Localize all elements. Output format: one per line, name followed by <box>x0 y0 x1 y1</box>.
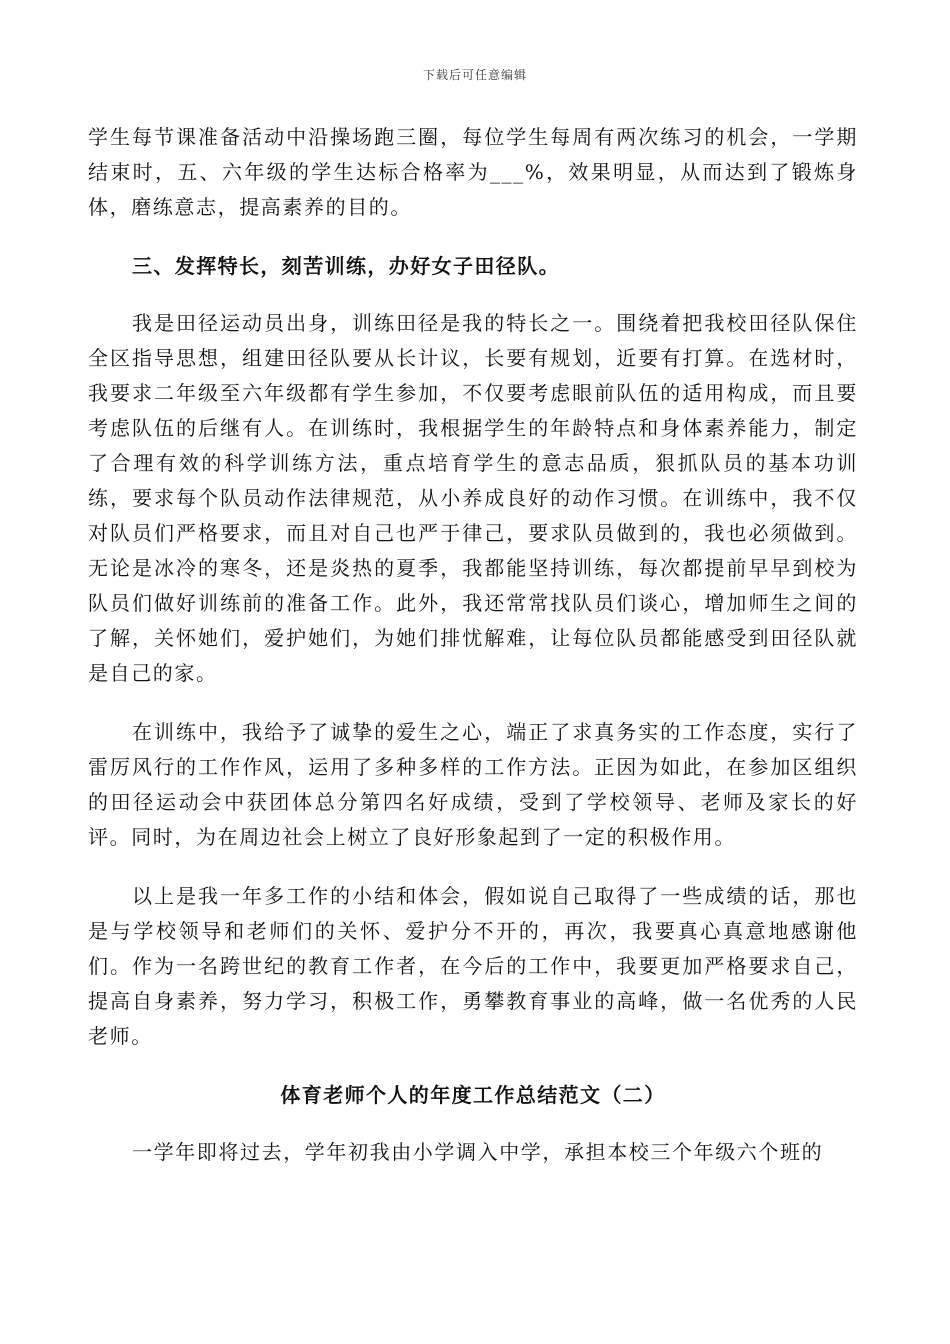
paragraph-4: 以上是我一年多工作的小结和体会，假如说自己取得了一些成绩的话，那也是与学校领导和老师们的关怀、爱护分不开的，再次，我要真心真意地感谢他们。作为一名跨世纪的教育工作者，在今后的工作中，我要更加严格要求自己，提高自身素养，努力学习，积极工作，勇攀教育事业的高峰，做一名优秀的人民老师。 <box>88 884 858 1048</box>
paragraph-5: 一学年即将过去，学年初我由小学调入中学，承担本校三个年级六个班的 <box>132 1140 824 1164</box>
article-title-2: 体育老师个人的年度工作总结范文（二） <box>280 1083 666 1107</box>
paragraph-3: 在训练中，我给予了诚挚的爱生之心，端正了求真务实的工作态度，实行了雷厉风行的工作作风，运用了多种多样的工作方法。正因为如此，在参加区组织的田径运动会中获团体总分第四名好成绩，受到了学校领导、老师及家长的好评。同时，为在周边社会上树立了良好形象起到了一定的积极作用。 <box>88 720 858 849</box>
paragraph-1: 学生每节课准备活动中沿操场跑三圈，每位学生每周有两次练习的机会，一学期结束时，五、六年级的学生达标合格率为___%，效果明显，从而达到了锻炼身体，磨练意志，提高素养的目的。 <box>88 125 858 219</box>
document-body <box>88 120 858 1170</box>
page-header: 下载后可任意编辑 <box>422 68 527 82</box>
section-heading-3: 三、发挥特长，刻苦训练，办好女子田径队。 <box>132 254 560 278</box>
paragraph-2: 我是田径运动员出身，训练田径是我的特长之一。围绕着把我校田径队保住全区指导思想，组建田径队要从长计议，长要有规划，近要有打算。在选材时，我要求二年级至六年级都有学生参加，不仅要考虑眼前队伍的适用构成，而且要考虑队伍的后继有人。在训练时，我根据学生的年龄特点和身体素养能力，制定了合理有效的科学训练方法，重点培育学生的意志品质，狠抓队员的基本功训练，要求每个队员动作法律规范，从小养成良好的动作习惯。在训练中，我不仅对队员们严格要求，而且对自己也严于律己，要求队员做到的，我也必须做到。无论是冰冷的寒冬，还是炎热的夏季，我都能坚持训练，每次都提前早早到校为队员们做好训练前的准备工作。此外，我还常常找队员们谈心，增加师生之间的了解，关怀她们，爱护她们，为她们排忧解难，让每位队员都能感受到田径队就是自己的家。 <box>88 311 858 685</box>
